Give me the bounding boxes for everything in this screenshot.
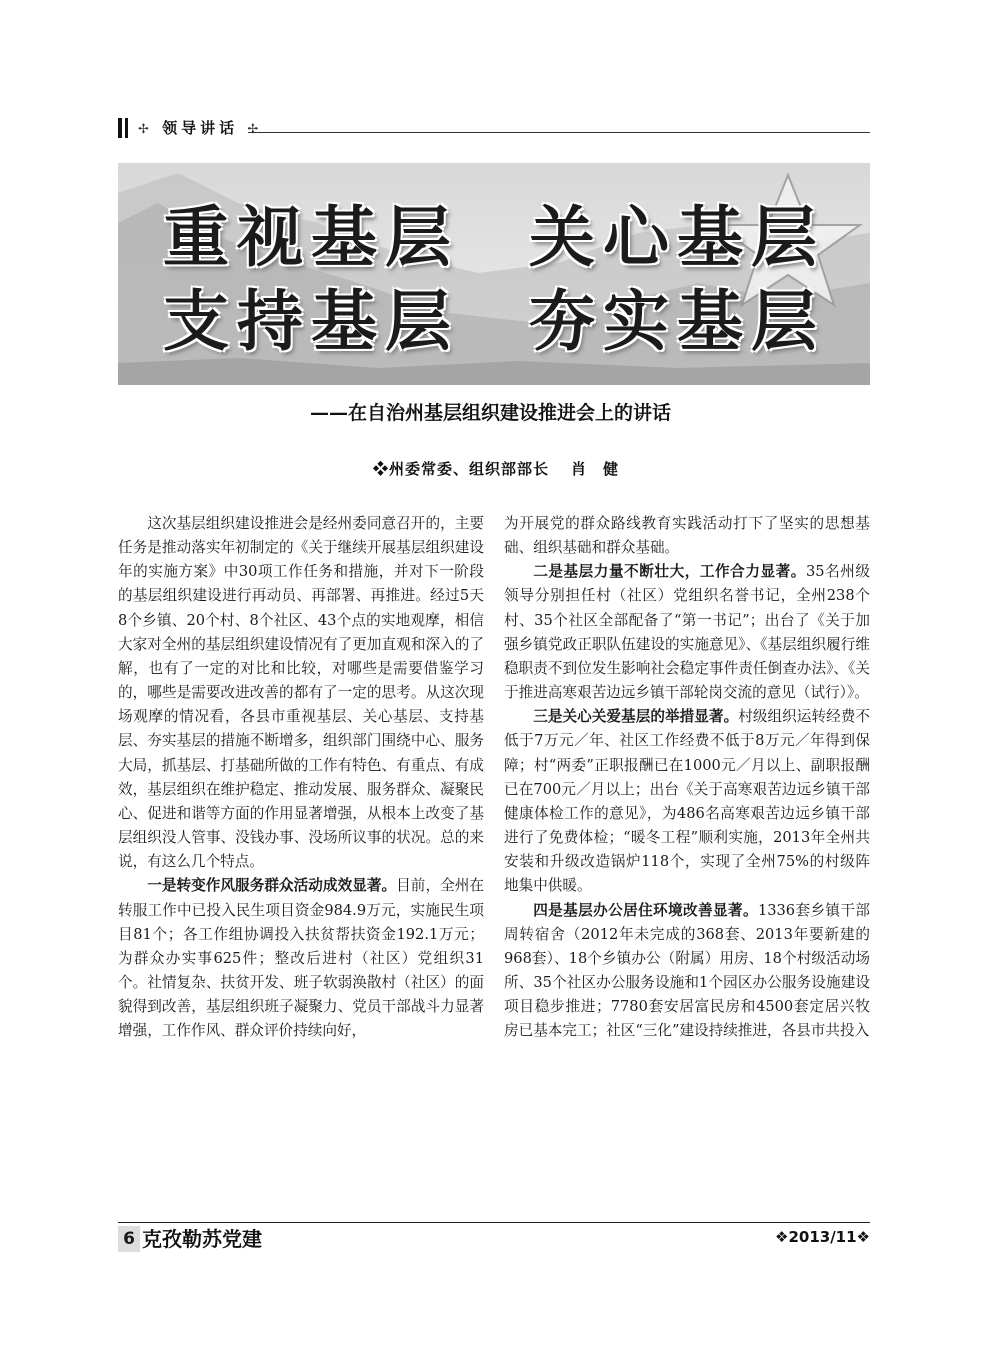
paragraph bbox=[504, 560, 870, 705]
paragraph: 为开展党的群众路线教育实践活动打下了坚实的思想基础、组织基础和群众基础。 bbox=[504, 515, 870, 557]
paragraph: 这次基层组织建设推进会是经州委同意召开的，主要任务是推动落实年初制定的《关于继续开展基层组织建设年的实施方案》中30项工作任务和措施，并对下一阶段的基层组织建设进行再动员、再部署、再推进。经过5天8个乡镇、20个村、8个社区、43个点的实地观摩，相信大家对全州的基层组织建设情况有了更加直观和深入的了解，也有了一定的对比和比较，对哪些是需要借鉴学习的，哪些是需要改进改善的都有了一定的思考。从这次现场观摩的情况看，各县市重视基层、关心基层、支持基层、夯实基层的措施不断增多，组织部门围绕中心、服务大局，抓基层、打基础所做的工作有特色、有重点、有成效，基层组织在维护稳定、推动发展、服务群众、凝聚民心、促进和谐等方面的作用显著增强，从根本上改变了基层组织没人管事、没钱办事、没场所议事的状况。总的来说，有这么几个特点。 bbox=[118, 515, 484, 871]
paragraph-body: 35名州级领导分别担任村（社区）党组织名誉书记，全州238个村、35个社区全部配备了“第一书记”；出台了《关于加强乡镇党政正职队伍建设的实施意见》、《基层组织履行维稳职责不到位发生影响社会稳定事件责任倒查办法》、《关于推进高寒艰苦边远乡镇干部轮岗交流的意见（试行）》。 bbox=[504, 563, 870, 702]
point-heading: 二是基层力量不断壮大，工作合力显著。 bbox=[533, 563, 806, 581]
footer-rule bbox=[118, 1222, 870, 1223]
issue-label: ❖2013/11❖ bbox=[775, 1228, 870, 1246]
paragraph bbox=[504, 899, 870, 1044]
publication-name: 克孜勒苏党建 bbox=[142, 1227, 262, 1251]
banner-phrase: 支持基层 bbox=[163, 283, 459, 360]
paragraph-body: 村级组织运转经费不低于7万元／年、社区工作经费不低于8万元／年得到保障；村“两委”正职报酬已在1000元／月以上、副职报酬已在700元／月以上；出台《关于高寒艰苦边远乡镇干部健康体检工作的意见》，为486名高寒艰苦边远乡镇干部进行了免费体检；“暖冬工程”顺利实施，2013年全州共安装和升级改造锅炉118个，实现了全州75%的村级阵地集中供暖。 bbox=[504, 708, 870, 895]
ornament-icon: ✢ bbox=[247, 122, 263, 137]
right-column bbox=[504, 512, 870, 1043]
section-header bbox=[118, 118, 870, 140]
diamond-icon: ❖ bbox=[372, 460, 389, 478]
banner-phrase: 重视基层 bbox=[163, 199, 459, 276]
section-title bbox=[138, 118, 262, 140]
ornament-icon: ✢ bbox=[138, 122, 153, 137]
paragraph bbox=[118, 874, 484, 1043]
point-heading: 三是关心关爱基层的举措显著。 bbox=[533, 708, 739, 726]
author-name: 肖 健 bbox=[571, 460, 620, 478]
point-heading: 四是基层办公居住环境改善显著。 bbox=[533, 901, 758, 919]
article-subtitle: ——在自治州基层组织建设推进会上的讲话 bbox=[310, 402, 672, 424]
paragraph bbox=[504, 705, 870, 898]
section-rule bbox=[248, 132, 870, 133]
author-line bbox=[0, 458, 992, 479]
banner-phrase: 关心基层 bbox=[529, 199, 825, 276]
page-footer bbox=[118, 1222, 870, 1262]
left-column bbox=[118, 512, 484, 1043]
section-bars bbox=[118, 118, 134, 138]
section-title-text: 领导讲话 bbox=[162, 119, 239, 137]
title-banner bbox=[118, 163, 870, 385]
banner-phrase: 夯实基层 bbox=[529, 283, 825, 360]
banner-title-line2 bbox=[118, 283, 870, 361]
paragraph-body: 目前，全州在转服工作中已投入民生项目资金984.9万元，实施民生项目81个；各工作组协调投入扶贫帮扶资金192.1万元；为群众办实事625件；整改后进村（社区）党组织31个。社情复杂、扶贫开发、班子软弱涣散村（社区）的面貌得到改善，基层组织班子凝聚力、党员干部战斗力显著增强，工作作风、群众评价持续向好， bbox=[118, 877, 484, 1040]
point-heading: 一是转变作风服务群众活动成效显著。 bbox=[147, 877, 397, 895]
paragraph-body: 1336套乡镇干部周转宿舍（2012年未完成的368套、2013年要新建的968套）、18个乡镇办公（附属）用房、18个村级活动场所、35个社区办公服务设施和1个园区办公服务设施建设项目稳步推进；7780套安居富民房和4500套定居兴牧房已基本完工；社区“三化”建设持续推进，各县市共投入 bbox=[504, 901, 870, 1040]
banner-title-line1 bbox=[118, 199, 870, 277]
author-role: 州委常委、组织部部长 bbox=[388, 460, 549, 478]
page-number: 6 bbox=[118, 1226, 140, 1252]
